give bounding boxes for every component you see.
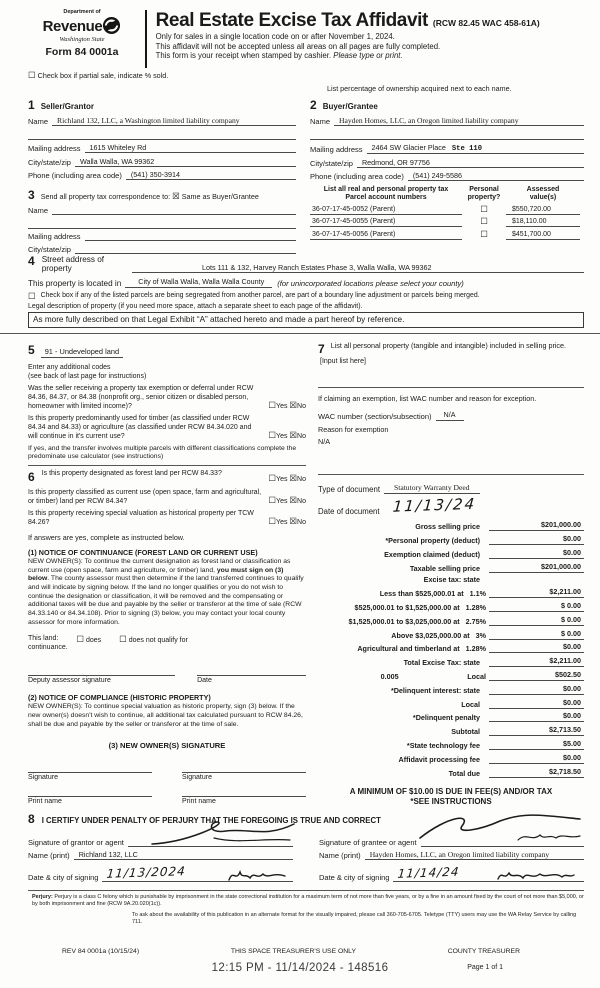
located-in-label: This property is located in <box>28 278 122 288</box>
tax-amount: $502.50 <box>489 670 584 681</box>
legal-description-box[interactable]: As more fully described on that Legal Exhibit “A” attached hereto and made a part hereof by reference. <box>28 312 584 328</box>
personal-property-input[interactable]: [Input list here] <box>320 358 366 366</box>
tax-amount: $ 0.00 <box>489 601 584 612</box>
street-address-field[interactable] <box>132 263 584 273</box>
tax-amount: $0.00 <box>489 753 584 764</box>
tax-amount: $201,000.00 <box>489 520 584 531</box>
no-checkbox[interactable]: ☒ <box>289 399 298 410</box>
left-column <box>28 338 306 808</box>
tax-amount: $0.00 <box>489 534 584 545</box>
grantor-signature-block: Signature of grantor or agent Name (print) Richland 132, LLC Date & city of signing 11/13/2024 <box>28 827 293 882</box>
no-checkbox[interactable]: ☒ <box>289 473 298 484</box>
perjury-note: Perjury: Perjury is a class C felony which is punishable by imprisonment in the state correctional institution for a maximum term of not more than five years, or by a fine in an amount fixed by the court of not more than $5,000, or by both imprisonment and fine (RCW 9A.20.020(1c)). To ask about the availability of this publication in an alternate format for the visually impaired, please call 360-705-6705. Teletype (TTY) users may use the WA Relay Service by calling 711. <box>28 890 584 927</box>
grantee-city-scribble <box>496 866 576 884</box>
reason-exemption-value[interactable]: N/A <box>318 437 330 447</box>
timber-agriculture-question: Is this property predominantly used for timber (as classified under RCW 84.34 and 84.33) or agriculture (as classified under RCW 84.34.020 and will continue in it's current use? ☐Yes ☒No <box>28 415 306 440</box>
right-column: 7 List all personal property (tangible and intangible) included in selling price. [Input list here] If claiming an exemption, list WAC number and reason for exception. WAC number (section/subsection) N/A Reason for exemption N/A Type of document Statutory Warranty Deed Date of document 11/13/24 Gross selling price $201,000.00 *Personal property (deduct) $0.00 Exemption claimed (deduct) $0.00 Taxable selling price $201,000.00 Excise tax: state Less than $525,000.01 at 1.1% $2,211.00 $525,000.01 to $1,525,000.00 at 1.28% $ 0.00 $1,525,000.01 to $3,025,000.00 at 2.75% $ 0.00 Above $3,025,000.00 at 3% $ 0.00 Agricultural and timberland at 1.28% $0.00 Total Excise Tax: state $2,211.00 0.005 Local $502.50 *Delinquent interest: state $0.00 Local $0.00 *Delinquent penalty $0.00 Subtotal $2,713.50 *State technology fee $5.00 Affidavit processing fee $0.00 Total due $2,718.50 A MINIMUM OF $10.00 IS DUE IN FEE(S) AND/OR TAX *SEE INSTRUCTIONS <box>318 338 584 808</box>
tax-amount: $2,211.00 <box>489 587 584 598</box>
tax-amount: $2,211.00 <box>489 656 584 667</box>
forest-land-question: 6 Is this property designated as forest land per RCW 84.33? ☐Yes ☒No <box>28 469 306 484</box>
assessed-value: $18,110.00 <box>506 218 580 227</box>
washington-state-label: Washington State <box>59 36 105 44</box>
form-number: Form 84 0001a <box>45 45 119 58</box>
buyer-grantee-section: 2 Buyer/Grantee Name Hayden Homes, LLC, an Oregon limited liability company Mailing address 2464 SW Glacier Place Ste 110 City/state/zip Redmond, OR 97756 Phone (including area code) (541) 249-5586 List all real and personal property tax Parcel account numbers Personal property? Assessed value(s) 36-07-17-45-0052 (Parent) ☐ $550,720.00 36-07-17-45-0055 (Parent) ☐ $18,110.00 36-07-17-45-0056 (Parent) ☐ $451,700.00 <box>310 93 584 254</box>
treasurer-stamp: 12:15 PM - 11/14/2024 - 148516 <box>211 962 389 974</box>
grantor-print-name-field[interactable]: Richland 132, LLC <box>74 850 293 860</box>
tax-amount: $ 0.00 <box>489 629 584 640</box>
owner-signature-row: Signature Signature <box>28 764 306 781</box>
seller-name-label: Name <box>28 116 49 126</box>
buyer-suite-value: Ste 110 <box>451 145 483 153</box>
section2-number: 2 <box>310 98 317 112</box>
no-checkbox[interactable]: ☒ <box>289 429 298 440</box>
county-treasurer-label: COUNTY TREASURER <box>447 948 520 955</box>
notice-compliance-body: NEW OWNER(S): To continue special valuation as historic property, sign (3) below. If the new owner(s) doesn't wish to continue, all additional tax calculated pursuant to RCW 84.26, shall be due and payable by the seller or transferor at the time of sale. <box>28 703 303 728</box>
tax-amount <box>489 583 584 584</box>
treasurer-space-label: THIS SPACE TREASURER'S USE ONLY <box>230 948 356 955</box>
assessed-value: $550,720.00 <box>506 206 580 215</box>
grantee-print-name-field[interactable]: Hayden Homes, LLC, an Oregon limited liability company <box>365 850 584 860</box>
yes-checkbox[interactable]: ☐ <box>268 399 277 410</box>
header-divider <box>145 10 147 68</box>
parcel-number: 36-07-17-45-0056 (Parent) <box>310 231 462 240</box>
partial-sale-checkbox[interactable]: ☐ <box>28 70 36 80</box>
dor-logo <box>24 10 140 58</box>
tax-amount: $0.00 <box>489 642 584 653</box>
tax-amount: $0.00 <box>489 711 584 722</box>
grantee-signature-line[interactable] <box>421 838 584 847</box>
seller-grantor-section: 1 Seller/Grantor Name Richland 132, LLC, a Washington limited liability company Mailing address 1615 Whiteley Rd City/state/zip Walla Walla, WA 99362 Phone (including area code) (541) 350-3914 3 Send all property tax correspondence to: ☒ Same as Buyer/Grantee Name Mailing address City/state/zip <box>28 93 296 254</box>
does-not-checkbox[interactable]: ☐ <box>119 634 127 645</box>
grantee-signature-scribble <box>414 812 584 848</box>
yes-checkbox[interactable]: ☐ <box>268 516 277 527</box>
deputy-date-line[interactable] <box>197 667 306 676</box>
certify-statement: I CERTIFY UNDER PENALTY OF PERJURY THAT THE FOREGOING IS TRUE AND CORRECT <box>41 816 381 826</box>
dept-of-label: Department of <box>63 9 101 15</box>
additional-codes-label: Enter any additional codes (see back of last page for instructions) <box>28 363 147 380</box>
buyer-name-field[interactable] <box>334 116 584 126</box>
exemption-deferral-question: Was the seller receiving a property tax exemption or deferral under RCW 84.36, 84.37, or 84.38 (nonprofit org., senior citizen or disabled person, homeowner with limited income)? ☐Yes ☒No <box>28 385 306 410</box>
located-in-field[interactable]: City of Walla Walla, Walla Walla County <box>125 277 272 288</box>
parcel-row <box>310 230 584 240</box>
exemption-note: If claiming an exemption, list WAC number and reason for exception. <box>318 394 537 404</box>
certification-section <box>0 807 600 882</box>
grantor-city-scribble <box>227 866 289 884</box>
deputy-assessor-signature-line[interactable] <box>28 667 175 676</box>
accessibility-note: To ask about the availability of this publication in an alternate format for the visually impaired, please call 360-705-6705. Teletype (TTY) users may use the WA Relay Service by calling 711. <box>132 911 577 926</box>
personal-property-label: List all personal property (tangible and intangible) included in selling price. <box>330 340 567 350</box>
tax-amount: $0.00 <box>489 684 584 695</box>
section5-number: 5 <box>28 342 35 357</box>
seller-mailing-field[interactable]: 1615 Whiteley Rd <box>85 143 296 153</box>
tax-amount: $5.00 <box>489 739 584 750</box>
tax-amount: $201,000.00 <box>489 562 584 573</box>
tax-computation: Gross selling price $201,000.00 *Personal property (deduct) $0.00 Exemption claimed (deduct) $0.00 Taxable selling price $201,000.00 Excise tax: state Less than $525,000.01 at 1.1% $2,211.00 $525,000.01 to $1,525,000.00 at 1.28% $ 0.00 $1,525,000.01 to $3,025,000.00 at 2.75% $ 0.00 Above $3,025,000.00 at 3% $ 0.00 Agricultural and timberland at 1.28% $0.00 Total Excise Tax: state $2,211.00 0.005 Local $502.50 *Delinquent interest: state $0.00 Local $0.00 *Delinquent penalty $0.00 Subtotal $2,713.50 *State technology fee $5.00 Affidavit processing fee $0.00 Total due $2,718.50 <box>318 520 584 777</box>
predominate-use-note: If yes, and the transfer involves multiple parcels with different classifications complete the predominate use calculator (see instructions) <box>28 444 297 461</box>
seller-name-value: Richland 132, LLC, a Washington limited liability company <box>57 115 240 125</box>
partial-sale-row <box>28 71 168 80</box>
owner-signature-line-1[interactable] <box>28 764 152 773</box>
rcw-reference: (RCW 82.45 WAC 458-61A) <box>432 18 540 28</box>
seller-city-field[interactable]: Walla Walla, WA 99362 <box>75 157 296 167</box>
buyer-city-field[interactable]: Redmond, OR 97756 <box>357 158 584 168</box>
owner-print-name-line-2[interactable] <box>182 788 306 797</box>
reason-exemption-label: Reason for exemption <box>318 425 389 435</box>
form-footer <box>0 948 600 974</box>
buyer-phone-field[interactable]: (541) 249-5586 <box>408 171 584 181</box>
seller-phone-field[interactable]: (541) 350-3914 <box>126 170 296 180</box>
notice-continuance-body: NEW OWNER(S): To continue the current designation as forest land or classification as current use (open space, farm and agriculture, or timber) land, you must sign on (3) below. The county assessor must then determine if the land transferred continues to qualify and will indicate by signing below. If the land no longer qualifies or you do not wish to continue the designation or classification, it will be removed and the compensating or additional taxes will be due and payable by the seller or transferor at the time of sale (RCW 84.33.140 or 84.34.108). Prior to signing (3) below, you may contact your local county assessor for more information. <box>28 557 304 626</box>
deputy-assessor-row: Deputy assessor signature Date <box>28 667 306 684</box>
tax-amount: $0.00 <box>489 698 584 709</box>
notice-compliance-title: (2) NOTICE OF COMPLIANCE (HISTORIC PROPERTY) <box>28 693 211 703</box>
new-owners-signature-title: (3) NEW OWNER(S) SIGNATURE <box>108 741 226 751</box>
section1-title: Seller/Grantor <box>40 102 95 111</box>
form-title: Real Estate Excise Tax Affidavit (RCW 82.45 WAC 458-61A) <box>155 10 540 31</box>
does-checkbox[interactable]: ☐ <box>76 634 84 645</box>
personal-property-checkbox[interactable]: ☐ <box>480 228 488 239</box>
same-as-buyer-checkbox[interactable]: ☒ <box>172 191 180 201</box>
personal-property-checkbox[interactable]: ☐ <box>480 203 488 214</box>
owner-signature-line-2[interactable] <box>182 764 306 773</box>
doc-date-handwriting: 11/13/24 <box>391 494 477 516</box>
grantor-date-handwriting: 11/13/2024 <box>106 863 187 881</box>
legal-description-label: Legal description of property (if you need more space, attach a separate sheet to each page of the affidavit). <box>28 302 363 310</box>
current-use-question: Is this property classified as current use (open space, farm and agricultural, or timber) land per RCW 84.34? ☐Yes ☒No <box>28 488 306 505</box>
yes-checkbox[interactable]: ☐ <box>268 429 277 440</box>
ownership-note: List percentage of ownership acquired next to each name. <box>327 84 512 93</box>
section8-number: 8 <box>28 812 35 827</box>
buyer-extra-line[interactable] <box>310 130 584 140</box>
parcel-table-header: List all real and personal property tax Parcel account numbers Personal property? Assessed value(s) <box>323 186 560 202</box>
grantee-date-handwriting: 11/14/24 <box>397 864 461 881</box>
section6-number: 6 <box>28 469 35 484</box>
correspondence-name-field[interactable] <box>52 206 296 215</box>
form-header <box>0 0 600 68</box>
yes-checkbox[interactable]: ☐ <box>268 473 277 484</box>
tax-amount: $0.00 <box>489 548 584 559</box>
grantee-signature-block: Signature of grantee or agent Name (print) Hayden Homes, LLC, an Oregon limited liability company Date & city of signing 11/14/24 <box>319 827 584 882</box>
revenue-wordmark: Revenue <box>42 17 103 35</box>
street-address-section: 4 Street address of property Lots 111 & 132, Harvey Ranch Estates Phase 3, Walla Walla, WA 99362 This property is located in City of Walla Walla, Walla Walla County (for unincorporated locations please select your county) ☐ Check box if any of the listed parcels are being segregated from another parcel, are part of a boundary line adjustment or parcels being merged. Legal description of property (if you need more space, attach a separate sheet to each page of the affidavit). As more fully described on that Legal Exhibit “A” attached hereto and made a part hereof by reference. <box>0 254 600 328</box>
tax-amount: $2,713.50 <box>489 725 584 736</box>
land-qualify-row: This land: ☐ does ☐ does not qualify for <box>28 634 188 645</box>
parcel-row <box>310 205 584 215</box>
owner-printname-row: Print name Print name <box>28 788 306 805</box>
if-yes-note: If answers are yes, complete as instructed below. <box>28 532 185 542</box>
seller-name-field[interactable] <box>52 116 296 126</box>
buyer-name-value: Hayden Homes, LLC, an Oregon limited liability company <box>339 115 519 125</box>
form-subtitle: Only for sales in a single location code on or after November 1, 2024. This affidavit will not be accepted unless all areas on all pages are fully completed. This form is your receipt when stamped by cashier. Please type or print. <box>155 32 441 61</box>
same-as-buyer-label: Same as Buyer/Grantee <box>181 192 259 201</box>
page-number: Page 1 of 1 <box>467 964 503 971</box>
tax-amount: $2,718.50 <box>489 767 584 778</box>
grantee-date-city-field[interactable] <box>393 864 584 882</box>
seller-extra-line[interactable] <box>28 130 296 140</box>
section4-number: 4 <box>28 253 35 268</box>
section2-title: Buyer/Grantee <box>322 102 378 111</box>
parcel-number: 36-07-17-45-0055 (Parent) <box>310 218 462 227</box>
correspondence-extra-line[interactable] <box>28 219 296 229</box>
notice-continuance-title: (1) NOTICE OF CONTINUANCE (FOREST LAND OR CURRENT USE) <box>28 547 258 557</box>
street-address-value: Lots 111 & 132, Harvey Ranch Estates Phase 3, Walla Walla, WA 99362 <box>202 263 432 273</box>
segregated-label: Check box if any of the listed parcels are being segregated from another parcel, are part of a boundary line adjustment or parcels being merged. <box>40 291 480 299</box>
dor-swirl-icon <box>102 16 121 37</box>
section1-number: 1 <box>28 98 35 112</box>
no-checkbox[interactable]: ☒ <box>289 516 298 527</box>
section7-number: 7 <box>318 341 325 356</box>
section3-number: 3 <box>28 188 35 202</box>
yes-checkbox[interactable]: ☐ <box>268 494 277 505</box>
correspondence-city-field[interactable] <box>75 245 296 254</box>
section3-label: Send all property tax correspondence to: ☒ Same as Buyer/Grantee <box>40 191 259 201</box>
grantor-signature-scribble <box>148 818 298 848</box>
doc-date-field[interactable] <box>384 494 504 516</box>
grantor-date-city-field[interactable] <box>102 863 293 882</box>
no-checkbox[interactable]: ☒ <box>289 494 298 505</box>
parcel-row <box>310 217 584 227</box>
grantor-signature-line[interactable] <box>128 838 293 847</box>
located-in-note: (for unincorporated locations please select your county) <box>277 278 464 288</box>
continuance-label: continuance. <box>28 644 68 652</box>
correspondence-mailing-field[interactable] <box>85 232 296 241</box>
doc-type-field[interactable]: Statutory Warranty Deed <box>384 483 480 494</box>
tax-amount: $ 0.00 <box>489 615 584 626</box>
segregated-checkbox[interactable]: ☐ <box>28 290 36 301</box>
rev-number: REV 84 0001a (10/15/24) <box>62 948 140 955</box>
owner-print-name-line-1[interactable] <box>28 788 152 797</box>
assessed-value: $451,700.00 <box>506 231 580 240</box>
personal-property-checkbox[interactable]: ☐ <box>480 216 488 227</box>
land-use-code-field[interactable]: 91 - Undeveloped land <box>41 347 123 358</box>
parcel-number: 36-07-17-45-0052 (Parent) <box>310 206 462 215</box>
buyer-mailing-field[interactable]: 2464 SW Glacier Place Ste 110 <box>367 143 584 154</box>
partial-sale-label: Check box if partial sale, indicate % sold. <box>37 71 169 80</box>
wac-number-field[interactable]: N/A <box>436 410 464 421</box>
minimum-fee-note: A MINIMUM OF $10.00 IS DUE IN FEE(S) AND/OR TAX *SEE INSTRUCTIONS <box>349 786 553 806</box>
historical-property-question: Is this property receiving special valuation as historical property per TCW 84.26? ☐Yes ☒No <box>28 510 306 527</box>
